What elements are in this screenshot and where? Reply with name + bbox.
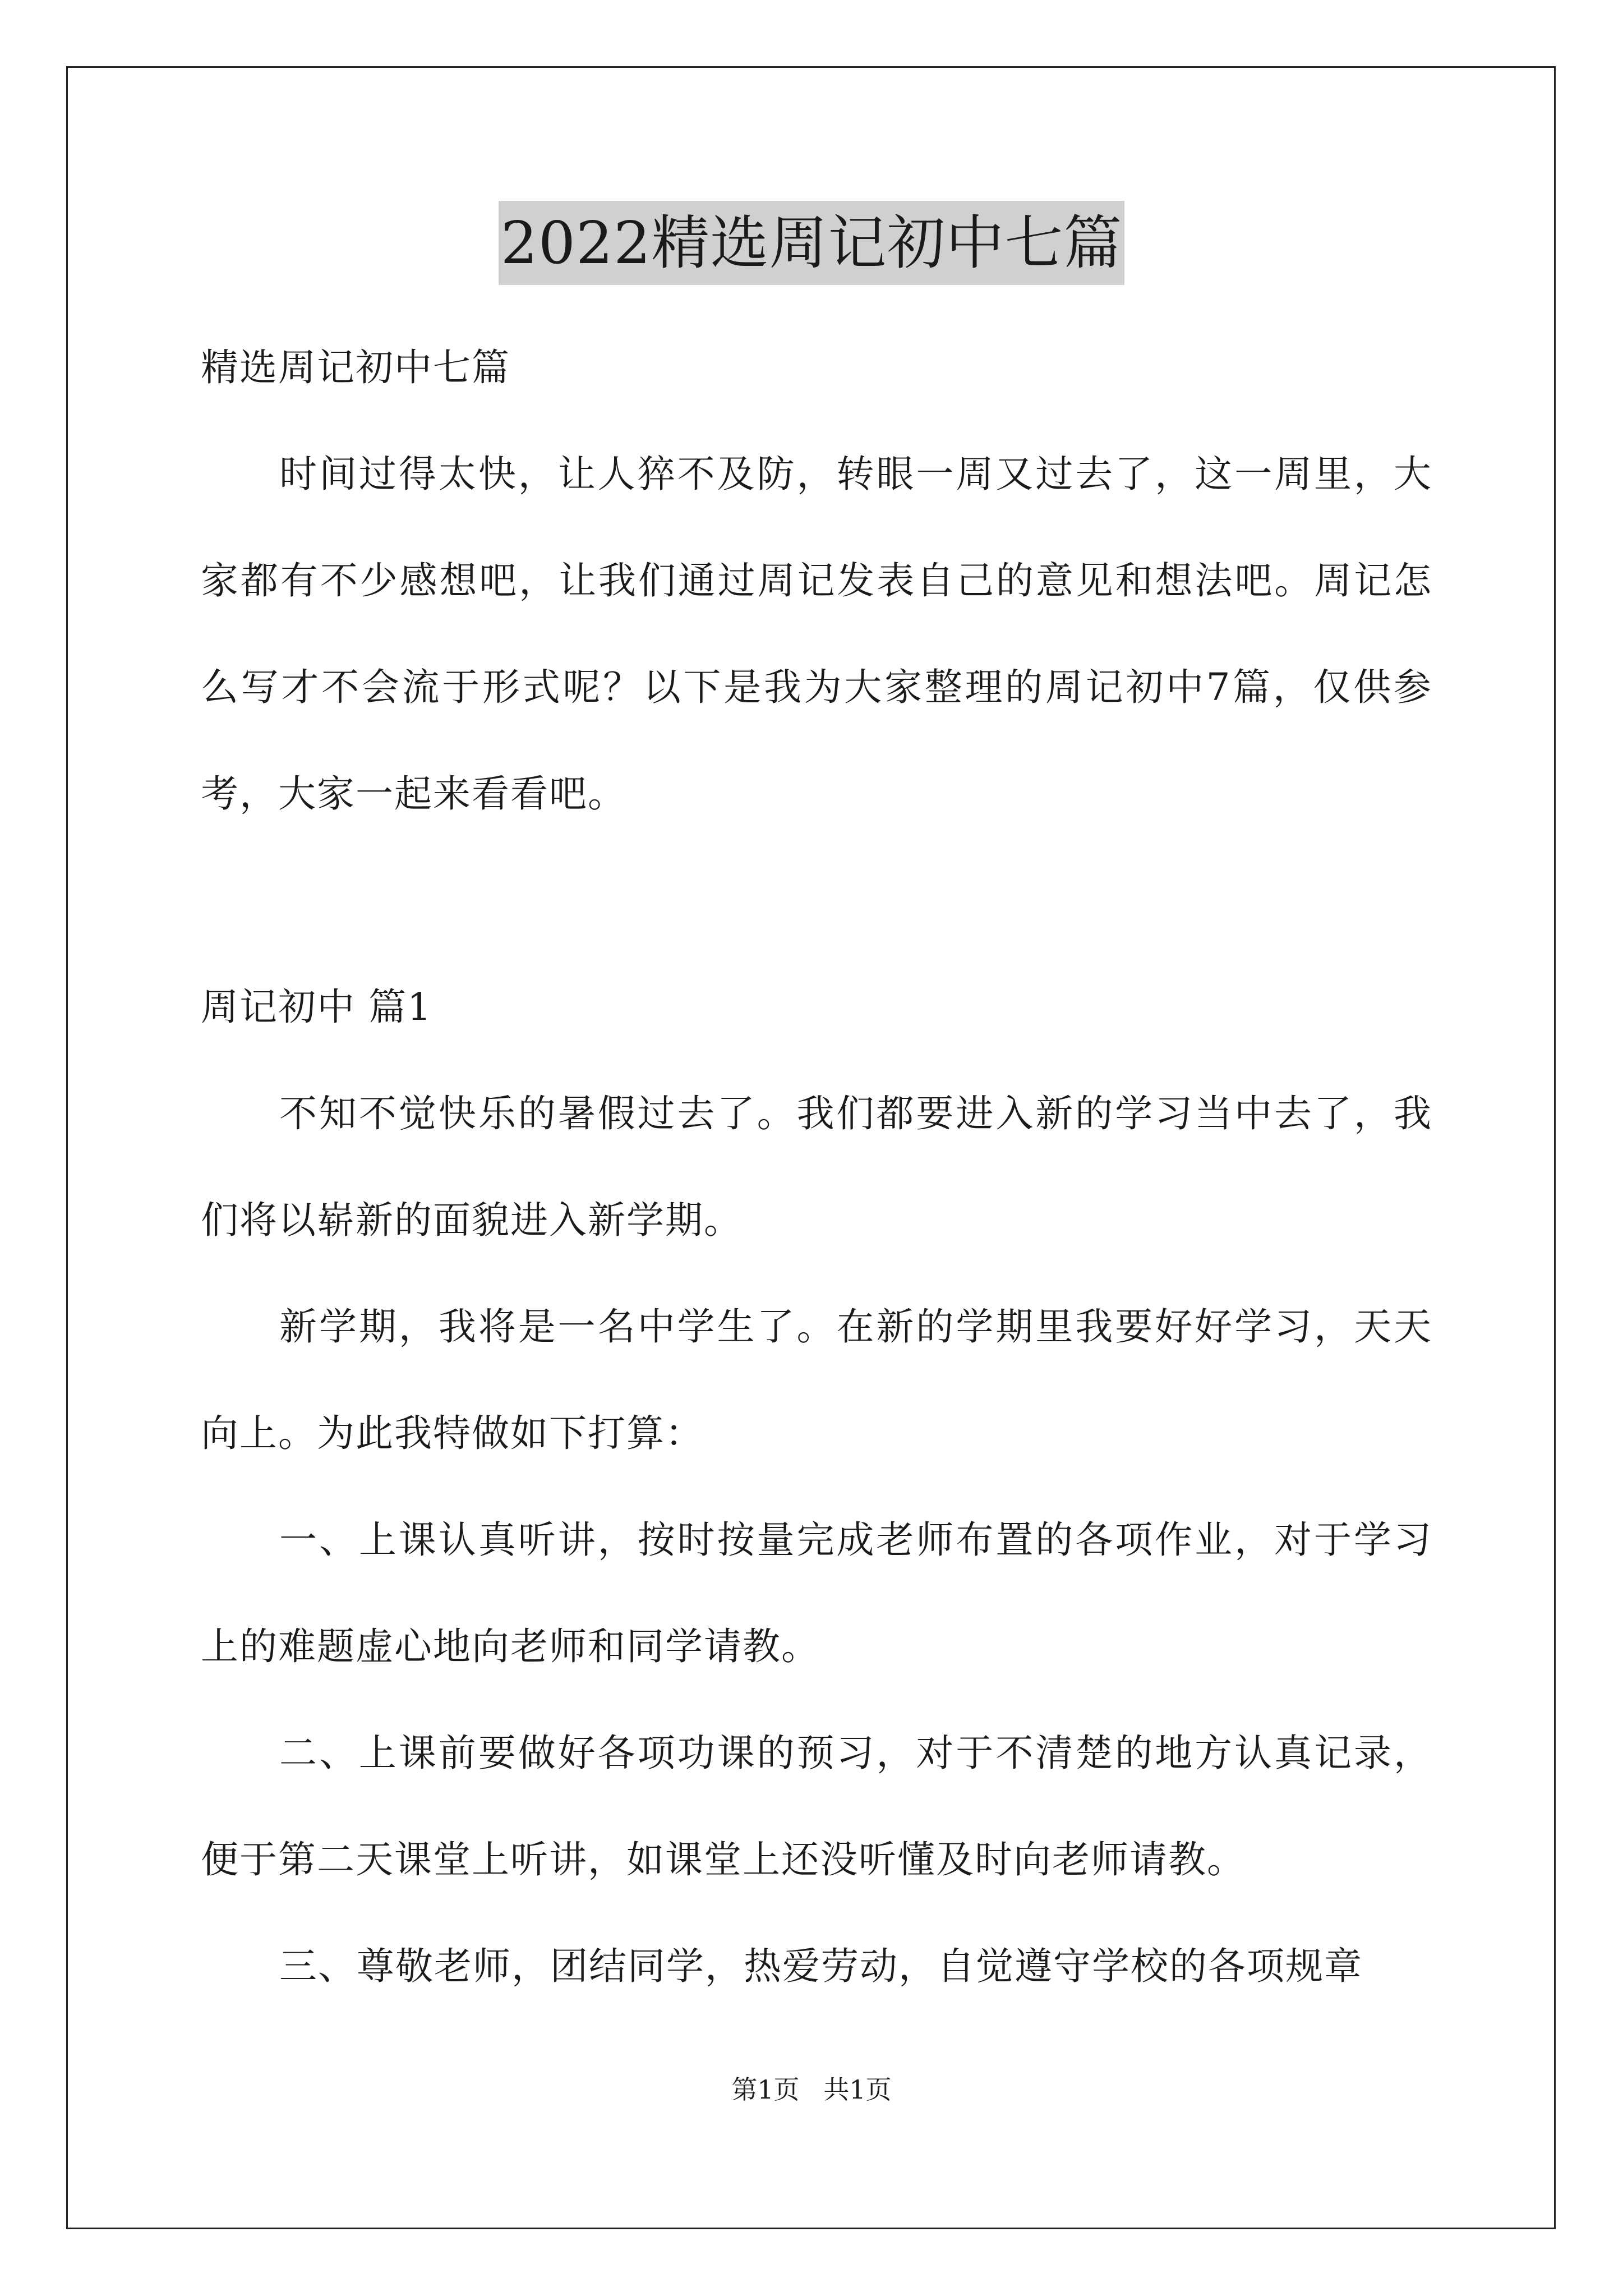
document-title: 2022精选周记初中七篇 bbox=[499, 201, 1125, 285]
body-paragraph: 不知不觉快乐的暑假过去了。我们都要进入新的学习当中去了，我们将以崭新的面貌进入新学期。 bbox=[201, 1092, 1432, 1242]
body-paragraph: 一、上课认真听讲，按时按量完成老师布置的各项作业，对于学习上的难题虚心地向老师和同学请教。 bbox=[201, 1518, 1432, 1668]
title-container bbox=[0, 201, 1623, 285]
subtitle-paragraph: 精选周记初中七篇 bbox=[201, 346, 510, 389]
page-number-current: 第1页 bbox=[731, 2074, 800, 2105]
body-paragraph: 时间过得太快，让人猝不及防，转眼一周又过去了，这一周里，大家都有不少感想吧，让我们通过周记发表自己的意见和想法吧。周记怎么写才不会流于形式呢？以下是我为大家整理的周记初中7篇，仅供参考，大家一起来看看吧。 bbox=[201, 452, 1432, 816]
section-heading: 周记初中 篇1 bbox=[201, 985, 432, 1029]
page-number-total: 共1页 bbox=[823, 2074, 892, 2105]
page-footer bbox=[0, 2073, 1623, 2106]
document-body bbox=[201, 314, 1432, 2019]
body-paragraph: 二、上课前要做好各项功课的预习，对于不清楚的地方认真记录，便于第二天课堂上听讲，如课堂上还没听懂及时向老师请教。 bbox=[201, 1731, 1432, 1881]
body-paragraph: 三、尊敬老师，团结同学，热爱劳动，自觉遵守学校的各项规章 bbox=[279, 1944, 1363, 1988]
body-paragraph: 新学期，我将是一名中学生了。在新的学期里我要好好学习，天天向上。为此我特做如下打算： bbox=[201, 1305, 1432, 1455]
